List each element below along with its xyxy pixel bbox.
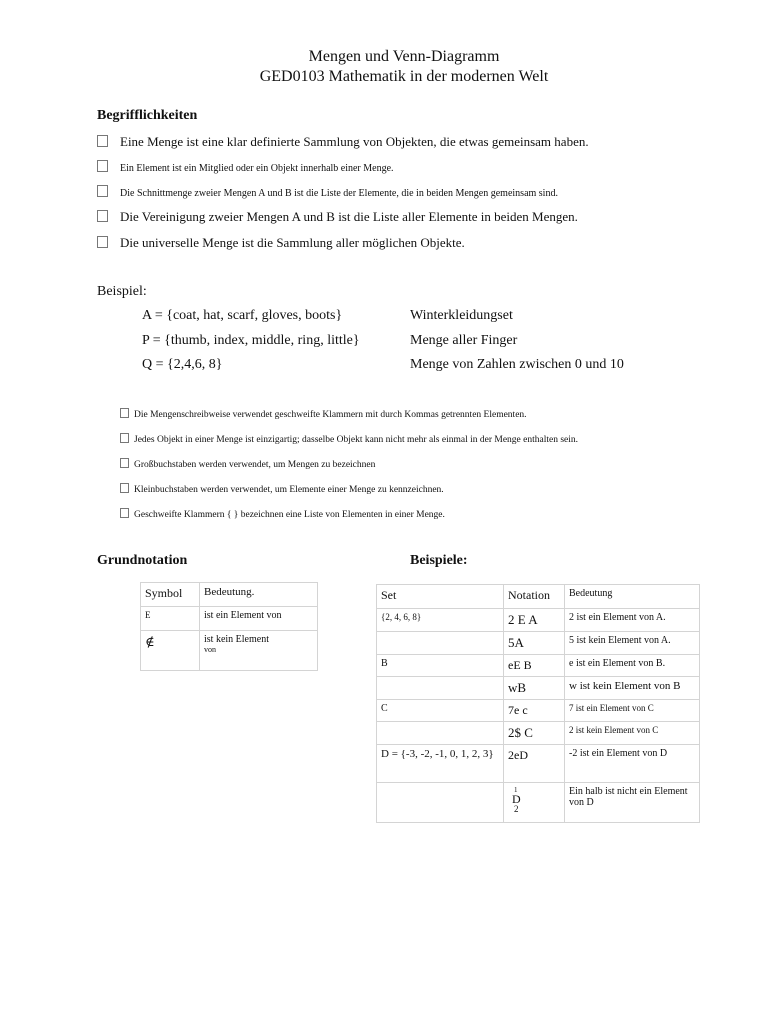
example-desc: Winterkleidungset — [410, 308, 513, 323]
column-header-meaning: Bedeutung. — [200, 583, 318, 607]
example-set: Q = {2,4,6, 8} — [142, 357, 223, 372]
checkbox-icon — [120, 408, 129, 418]
meaning-cell: 7 ist ein Element von C — [565, 700, 700, 722]
set-cell — [377, 677, 504, 700]
checkbox-icon — [97, 210, 108, 222]
column-header-set: Set — [377, 585, 504, 609]
document-subtitle: GED0103 Mathematik in der modernen Welt — [259, 68, 549, 85]
table-row — [141, 607, 318, 631]
notation-cell: 2eD — [504, 745, 565, 783]
examples-table — [376, 584, 700, 823]
table-row — [377, 655, 700, 677]
section-heading-notation: Grundnotation — [97, 553, 188, 568]
checkbox-icon — [97, 135, 108, 147]
column-header-meaning: Bedeutung — [565, 585, 700, 609]
bullet-item: Ein Element ist ein Mitglied oder ein Objekt innerhalb einer Menge. — [97, 160, 394, 174]
set-cell: {2, 4, 6, 8} — [377, 609, 504, 632]
table-row — [377, 783, 700, 823]
meaning-cell: 5 ist kein Element von A. — [565, 632, 700, 655]
checkbox-icon — [97, 236, 108, 248]
notation-cell: 7e c — [504, 700, 565, 722]
set-cell: D = {-3, -2, -1, 0, 1, 2, 3} — [377, 745, 504, 783]
table-row — [377, 722, 700, 745]
example-desc: Menge von Zahlen zwischen 0 und 10 — [410, 357, 624, 372]
meaning-cell: 2 ist kein Element von C — [565, 722, 700, 745]
checkbox-icon — [120, 433, 129, 443]
example-set: A = {coat, hat, scarf, gloves, boots} — [142, 308, 343, 323]
notation-cell: 2 E A — [504, 609, 565, 632]
table-row — [377, 677, 700, 700]
section-heading-terms: Begrifflichkeiten — [97, 108, 198, 123]
notation-cell: 2$ C — [504, 722, 565, 745]
bullet-item: Die Vereinigung zweier Mengen A und B ist die Liste aller Elemente in beiden Mengen. — [97, 209, 578, 225]
note-item: Geschweifte Klammern { } bezeichnen eine Liste von Elementen in einer Menge. — [120, 508, 445, 520]
set-cell: B — [377, 655, 504, 677]
table-row — [141, 631, 318, 671]
meaning-cell: Ein halb ist nicht ein Element von D — [565, 783, 700, 823]
table-row — [377, 700, 700, 722]
note-item: Kleinbuchstaben werden verwendet, um Elemente einer Menge zu kennzeichnen. — [120, 483, 444, 495]
meaning-cell: e ist ein Element von B. — [565, 655, 700, 677]
example-label: Beispiel: — [97, 284, 147, 299]
set-cell: C — [377, 700, 504, 722]
set-cell — [377, 783, 504, 823]
bullet-item: Die universelle Menge ist die Sammlung aller möglichen Objekte. — [97, 235, 465, 251]
section-heading-examples: Beispiele: — [410, 553, 468, 568]
meaning-cell: ist kein Element von — [200, 631, 318, 671]
example-set: P = {thumb, index, middle, ring, little} — [142, 333, 360, 348]
meaning-cell: 2 ist ein Element von A. — [565, 609, 700, 632]
bullet-item: Die Schnittmenge zweier Mengen A und B ist die Liste der Elemente, die in beiden Mengen gemeinsam sind. — [97, 185, 558, 199]
table-row — [377, 609, 700, 632]
symbol-cell: E — [141, 607, 200, 631]
table-row — [377, 745, 700, 783]
checkbox-icon — [97, 185, 108, 197]
note-item: Großbuchstaben werden verwendet, um Mengen zu bezeichnen — [120, 458, 375, 470]
bullet-item: Eine Menge ist eine klar definierte Sammlung von Objekten, die etwas gemeinsam haben. — [97, 134, 589, 150]
table-row — [377, 632, 700, 655]
column-header-symbol: Symbol — [141, 583, 200, 607]
checkbox-icon — [97, 160, 108, 172]
note-item: Die Mengenschreibweise verwendet geschweifte Klammern mit durch Kommas getrennten Elementen. — [120, 408, 527, 420]
notation-cell: eE B — [504, 655, 565, 677]
symbol-cell: ∉ — [141, 631, 200, 671]
checkbox-icon — [120, 508, 129, 518]
notation-cell: wB — [504, 677, 565, 700]
notation-table — [140, 582, 318, 671]
notation-cell: 1 D 2 — [504, 783, 565, 823]
checkbox-icon — [120, 483, 129, 493]
notation-cell: 5A — [504, 632, 565, 655]
meaning-cell: -2 ist ein Element von D — [565, 745, 700, 783]
set-cell — [377, 722, 504, 745]
note-item: Jedes Objekt in einer Menge ist einzigartig; dasselbe Objekt kann nicht mehr als einmal in der Menge enthalten sein. — [120, 433, 578, 445]
set-cell — [377, 632, 504, 655]
document-title: Mengen und Venn-Diagramm — [308, 48, 500, 65]
meaning-cell: w ist kein Element von B — [565, 677, 700, 700]
example-desc: Menge aller Finger — [410, 333, 518, 348]
column-header-notation: Notation — [504, 585, 565, 609]
meaning-cell: ist ein Element von — [200, 607, 318, 631]
checkbox-icon — [120, 458, 129, 468]
